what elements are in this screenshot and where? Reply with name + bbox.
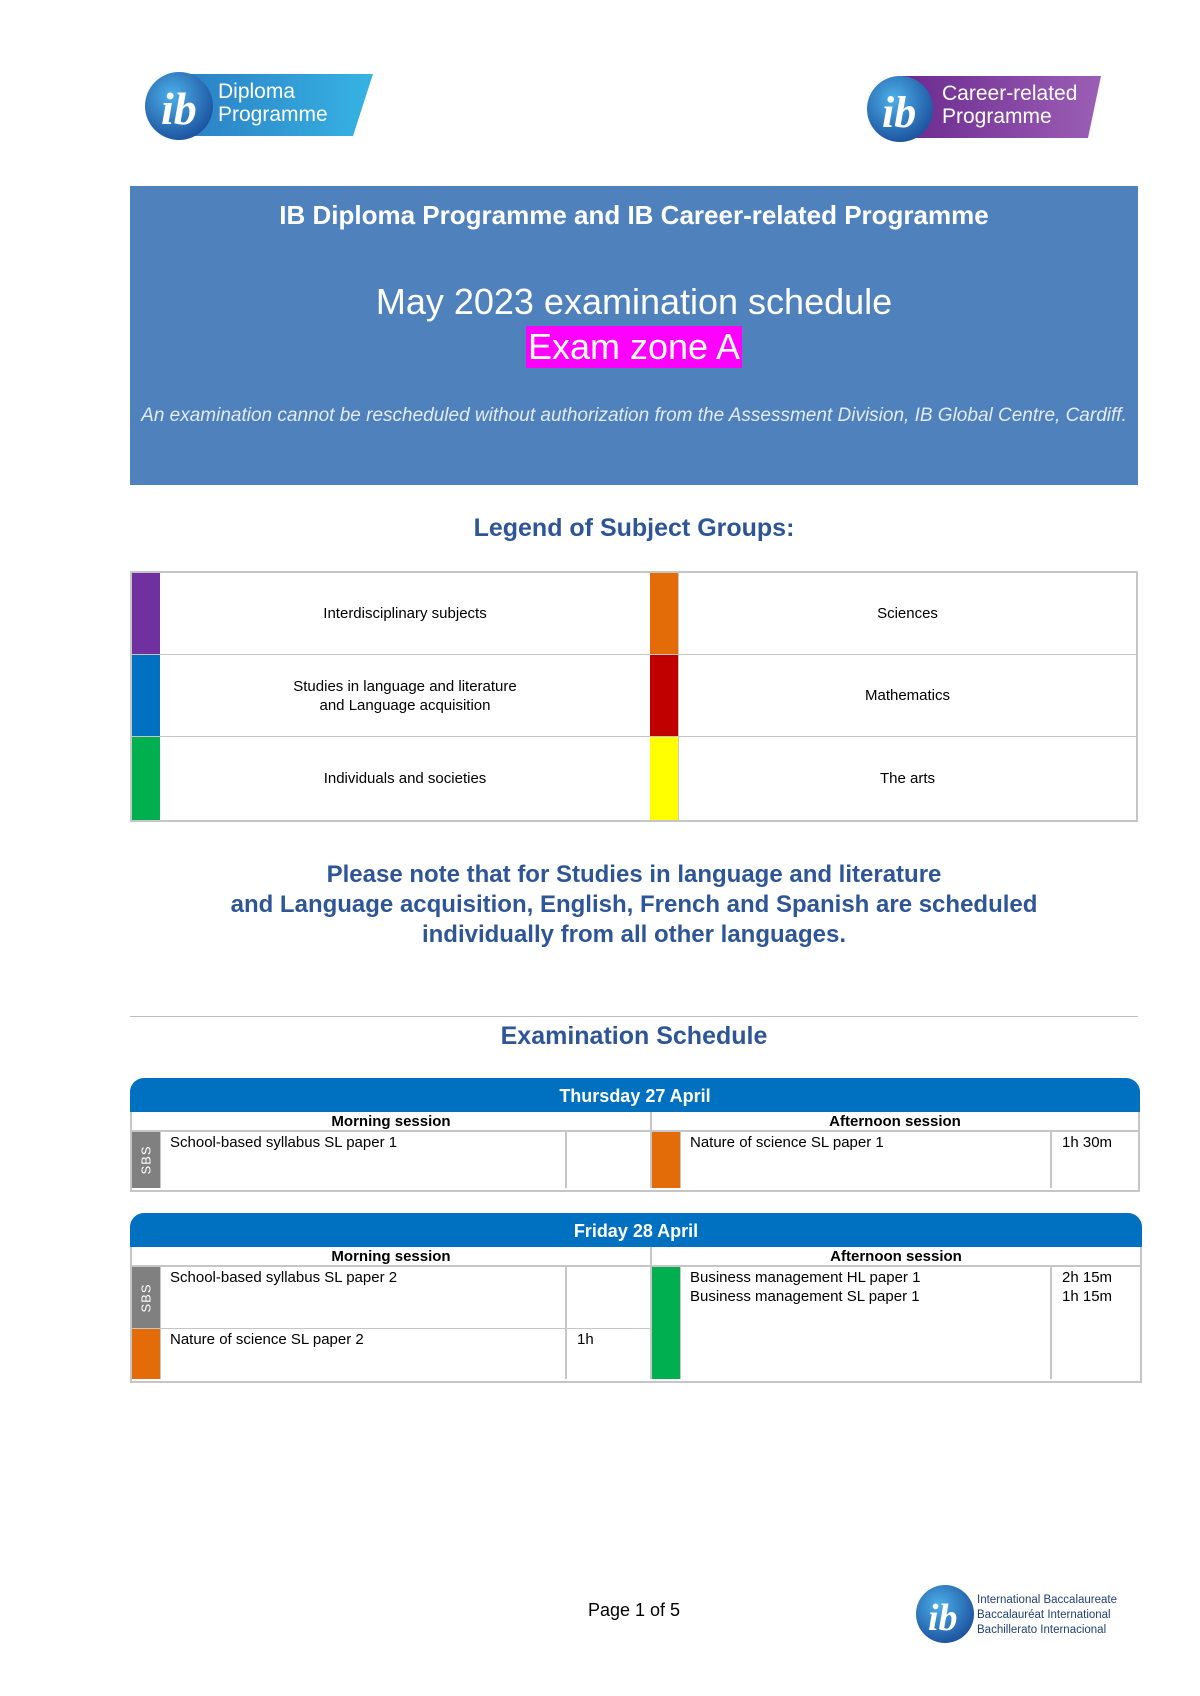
day-table xyxy=(130,1078,1140,1192)
sciences-swatch xyxy=(132,1329,160,1379)
day-date: Friday 28 April xyxy=(130,1213,1142,1247)
header-banner xyxy=(130,186,1138,485)
exam-name xyxy=(160,1329,595,1379)
legend-label: Interdisciplinary subjects xyxy=(160,573,652,654)
sbs-swatch xyxy=(132,1267,160,1328)
language-scheduling-note xyxy=(130,860,1138,950)
footer-logo-line: Bachillerato Internacional xyxy=(977,1624,1107,1636)
footer-logo-line: Baccalauréat International xyxy=(977,1609,1111,1621)
exam-name xyxy=(680,1267,1055,1379)
afternoon-session-header: Afternoon session xyxy=(652,1112,1138,1132)
exam-name xyxy=(680,1132,1055,1188)
legend-row xyxy=(132,737,1136,820)
legend-label: Mathematics xyxy=(678,655,1136,736)
exam-cell xyxy=(652,1132,1138,1188)
svg-text:ib: ib xyxy=(882,88,917,137)
individuals-societies-swatch xyxy=(652,1267,680,1379)
interdisciplinary-swatch xyxy=(132,573,160,654)
duration-line: 1h 15m xyxy=(1062,1288,1113,1305)
mathematics-swatch xyxy=(650,655,678,736)
exam-name-line: Business management HL paper 1 xyxy=(690,1269,921,1286)
diploma-programme-logo xyxy=(143,68,373,144)
duration-line: 1h xyxy=(577,1331,594,1348)
morning-session-header: Morning session xyxy=(132,1247,652,1267)
legend-label: Studies in language and literature and Language acquisition xyxy=(160,655,652,736)
exam-duration xyxy=(565,1132,650,1188)
exam-zone-label: Exam zone A xyxy=(527,326,741,367)
reschedule-note: An examination cannot be rescheduled without authorization from the Assessment Division, IB Global Centre, Cardiff. xyxy=(141,405,1127,426)
exam-name-line: Business management SL paper 1 xyxy=(690,1288,920,1305)
schedule-heading: Examination Schedule xyxy=(500,1022,768,1050)
day-table xyxy=(130,1213,1142,1383)
legend-table xyxy=(130,571,1138,822)
arts-swatch xyxy=(650,737,678,820)
dp-logo-line-1: Diploma xyxy=(218,80,296,103)
exam-name-line: Nature of science SL paper 2 xyxy=(170,1331,364,1348)
cp-logo-line-1: Career-related xyxy=(942,82,1078,105)
exam-cell xyxy=(132,1132,652,1188)
legend-row xyxy=(132,655,1136,737)
exam-duration xyxy=(1050,1132,1138,1188)
exam-cell xyxy=(132,1267,652,1329)
header-subtitle: IB Diploma Programme and IB Career-related Programme xyxy=(279,200,989,230)
duration-line: 2h 15m xyxy=(1062,1269,1113,1286)
exam-name xyxy=(160,1132,595,1188)
exam-duration xyxy=(565,1329,650,1379)
legend-heading: Legend of Subject Groups: xyxy=(473,514,795,542)
ib-footer-text xyxy=(977,1593,1117,1638)
exam-duration xyxy=(1050,1267,1140,1379)
ib-footer-logo xyxy=(915,1583,1140,1645)
exam-name-line: School-based syllabus SL paper 1 xyxy=(170,1134,398,1151)
morning-session-header: Morning session xyxy=(132,1112,652,1132)
sbs-swatch xyxy=(132,1132,160,1188)
note-line: and Language acquisition, English, French and Spanish are scheduled xyxy=(230,891,1038,918)
day-body xyxy=(130,1247,1142,1383)
svg-text:ib: ib xyxy=(928,1597,958,1639)
page-number: Page 1 of 5 xyxy=(587,1600,681,1620)
afternoon-session-header: Afternoon session xyxy=(652,1247,1140,1267)
exam-name-line: Nature of science SL paper 1 xyxy=(690,1134,884,1151)
footer-logo-line: International Baccalaureate xyxy=(977,1594,1118,1606)
language-swatch xyxy=(132,655,160,736)
individuals-societies-swatch xyxy=(132,737,160,820)
exam-name xyxy=(160,1267,595,1328)
exam-cell xyxy=(652,1267,1140,1379)
sbs-label: SBS xyxy=(138,1145,154,1175)
note-line: Please note that for Studies in language and literature xyxy=(326,861,942,888)
day-body xyxy=(130,1112,1140,1192)
note-line: individually from all other languages. xyxy=(421,921,847,948)
page-title: May 2023 examination schedule xyxy=(375,281,893,322)
exam-duration xyxy=(565,1267,650,1328)
legend-label: Sciences xyxy=(678,573,1136,654)
legend-label: Individuals and societies xyxy=(160,737,652,820)
dp-logo-line-2: Programme xyxy=(218,103,328,126)
sciences-swatch xyxy=(650,573,678,654)
legend-row xyxy=(132,573,1136,655)
duration-line: 1h 30m xyxy=(1062,1134,1113,1151)
sciences-swatch xyxy=(652,1132,680,1188)
cp-logo-line-2: Programme xyxy=(942,105,1052,128)
legend-label: The arts xyxy=(678,737,1136,820)
day-date: Thursday 27 April xyxy=(130,1078,1140,1112)
ib-footer-logo-graphic xyxy=(915,1583,975,1645)
career-related-programme-logo xyxy=(866,74,1101,144)
sbs-label: SBS xyxy=(138,1282,154,1313)
exam-cell xyxy=(132,1329,652,1379)
divider xyxy=(130,1016,1138,1017)
exam-name-line: School-based syllabus SL paper 2 xyxy=(170,1269,398,1286)
svg-text:ib: ib xyxy=(161,83,197,134)
